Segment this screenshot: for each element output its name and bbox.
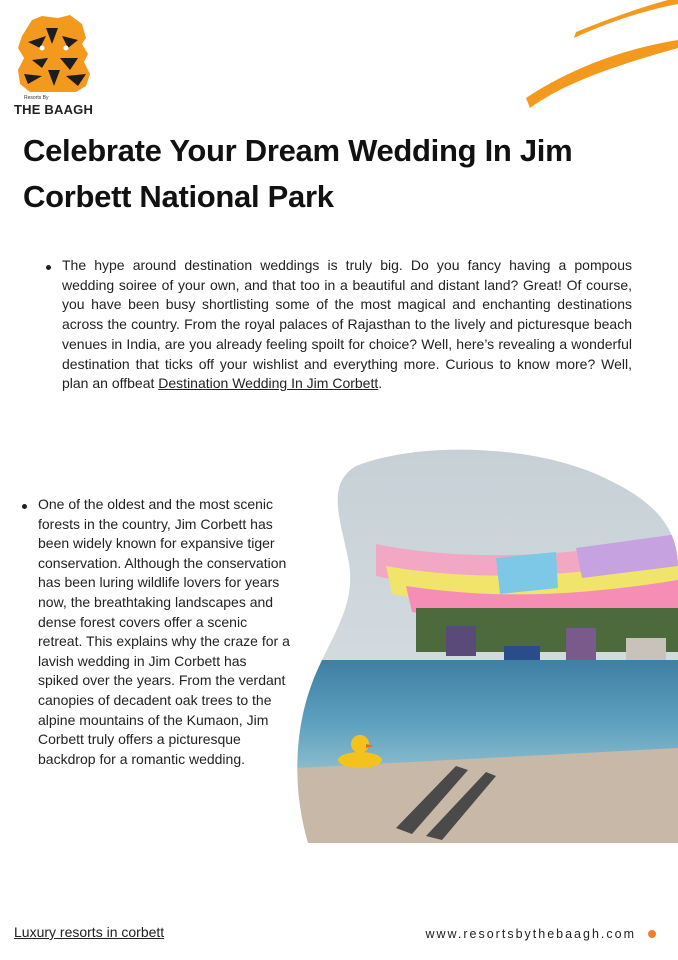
intro-paragraph <box>46 256 632 394</box>
logo-tagline: Resorts By <box>24 95 49 101</box>
website-url: www.resortsbythebaagh.com <box>425 927 636 941</box>
tiger-head-icon <box>12 14 96 94</box>
bullet-icon <box>46 265 51 270</box>
bullet-icon <box>22 504 27 509</box>
body-paragraph <box>22 495 290 769</box>
body-text: One of the oldest and the most scenic forests in the country, Jim Corbett has been widely known for expansive tiger conservation. Although the conservation has been luring wildlife lovers for years now, the breathtaking landscapes and dense forest covers offer a scenic retreat. This explains why the craze for a lavish wedding in Jim Corbett has spiked over the years. From the verdant canopies of decadent oak trees to the alpine mountains of the Kumaon, Jim Corbett truly offers a picturesque backdrop for a romantic wedding. <box>38 496 290 767</box>
wedding-pool-photo <box>296 448 678 843</box>
decorative-swoosh <box>478 0 678 120</box>
intro-text: The hype around destination weddings is truly big. Do you fancy having a pompous wedding soiree of your own, and that too in a beautiful and distant land? Great! Of course, you have been busy shortlisting some of the most magical and enchanting destinations across the country. From the royal palaces of Rajasthan to the lively and picturesque beach venues in India, are you already feeling spoilt for choice? Well, here’s revealing a wonderful destination that ticks off your wishlist and everything more. Curious to know more? Well, plan an offbeat <box>62 257 632 392</box>
orange-dot-icon <box>648 930 656 938</box>
brand-logo <box>12 14 96 118</box>
intro-end: . <box>378 375 383 392</box>
logo-brand-name: THE BAAGH <box>14 102 94 117</box>
destination-wedding-link[interactable]: Destination Wedding In Jim Corbett <box>158 375 379 392</box>
luxury-resorts-link[interactable]: Luxury resorts in corbett <box>14 924 165 940</box>
page-title: Celebrate Your Dream Wedding In Jim Corbett National Park <box>23 133 573 214</box>
